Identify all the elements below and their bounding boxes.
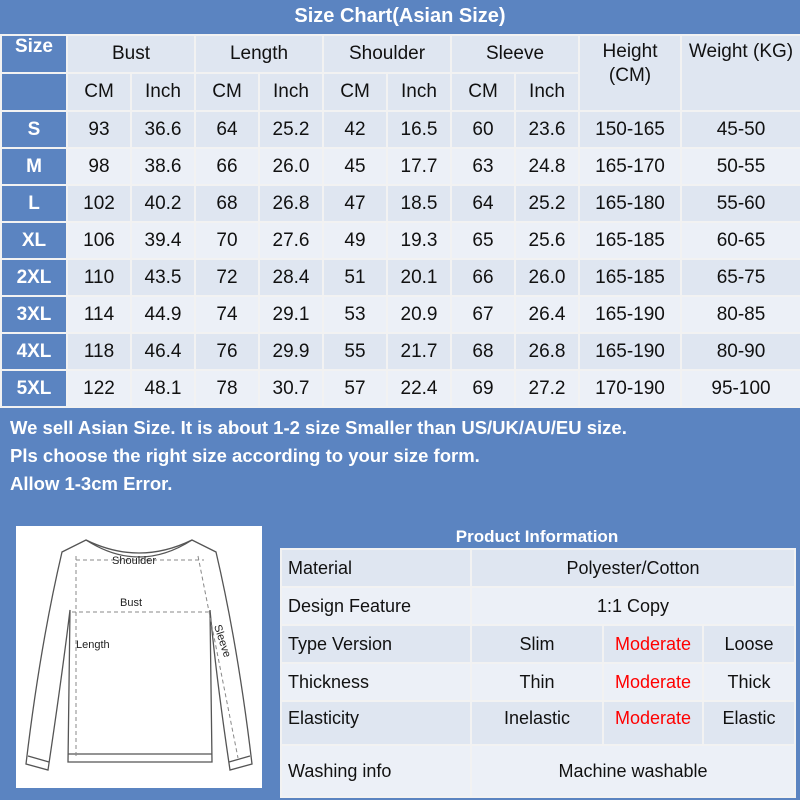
product-info-table <box>280 548 796 798</box>
size-cell: 64 <box>451 185 515 222</box>
size-cell: 46.4 <box>131 333 195 370</box>
size-cell: 17.7 <box>387 148 451 185</box>
sleeve-header: Sleeve <box>451 35 579 73</box>
size-cell: 170-190 <box>579 370 681 407</box>
unit-inch: Inch <box>515 73 579 111</box>
size-cell: 65 <box>451 222 515 259</box>
size-cell: 65-75 <box>681 259 800 296</box>
size-cell: 93 <box>67 111 131 148</box>
washing-label: Washing info <box>281 745 471 797</box>
size-cell: 47 <box>323 185 387 222</box>
size-cell: 26.0 <box>515 259 579 296</box>
size-cell: 30.7 <box>259 370 323 407</box>
unit-inch: Inch <box>387 73 451 111</box>
diagram-bust-label: Bust <box>120 597 143 609</box>
bust-header: Bust <box>67 35 195 73</box>
size-cell: 80-90 <box>681 333 800 370</box>
size-cell: 38.6 <box>131 148 195 185</box>
size-cell: 165-185 <box>579 222 681 259</box>
size-cell: 28.4 <box>259 259 323 296</box>
size-cell: 26.0 <box>259 148 323 185</box>
design-value: 1:1 Copy <box>471 587 795 625</box>
size-cell: 25.2 <box>515 185 579 222</box>
thickness-option-selected: Moderate <box>603 663 703 701</box>
size-cell: 60-65 <box>681 222 800 259</box>
size-row <box>1 148 800 185</box>
size-cell: 45-50 <box>681 111 800 148</box>
note-line: Allow 1-3cm Error. <box>10 473 173 494</box>
size-cell: 36.6 <box>131 111 195 148</box>
product-info-title: Product Information <box>455 527 619 546</box>
size-cell: 25.2 <box>259 111 323 148</box>
size-cell: 69 <box>451 370 515 407</box>
size-label: 4XL <box>1 333 67 370</box>
size-cell: 118 <box>67 333 131 370</box>
size-cell: 63 <box>451 148 515 185</box>
diagram-length-label: Length <box>76 639 110 651</box>
height-header <box>579 35 681 111</box>
size-cell: 76 <box>195 333 259 370</box>
material-value: Polyester/Cotton <box>471 549 795 587</box>
size-label: 5XL <box>1 370 67 407</box>
elasticity-option: Elastic <box>703 701 795 745</box>
size-cell: 27.2 <box>515 370 579 407</box>
size-cell: 165-190 <box>579 333 681 370</box>
size-row <box>1 333 800 370</box>
size-cell: 165-185 <box>579 259 681 296</box>
note-line: We sell Asian Size. It is about 1-2 size Smaller than US/UK/AU/EU size. <box>10 417 627 438</box>
height-header-text: Height (CM) <box>602 41 658 86</box>
size-cell: 20.9 <box>387 296 451 333</box>
size-cell: 78 <box>195 370 259 407</box>
size-cell: 21.7 <box>387 333 451 370</box>
size-cell: 150-165 <box>579 111 681 148</box>
size-cell: 43.5 <box>131 259 195 296</box>
size-cell: 29.9 <box>259 333 323 370</box>
size-cell: 53 <box>323 296 387 333</box>
unit-cm: CM <box>67 73 131 111</box>
size-label: L <box>1 185 67 222</box>
size-cell: 165-170 <box>579 148 681 185</box>
size-cell: 80-85 <box>681 296 800 333</box>
size-cell: 67 <box>451 296 515 333</box>
elasticity-option-selected: Moderate <box>603 701 703 745</box>
washing-value: Machine washable <box>471 745 795 797</box>
size-notes <box>10 414 790 498</box>
size-cell: 18.5 <box>387 185 451 222</box>
chart-title: Size Chart(Asian Size) <box>294 5 506 27</box>
size-row <box>1 370 800 407</box>
thickness-option: Thin <box>471 663 603 701</box>
size-cell: 23.6 <box>515 111 579 148</box>
size-cell: 72 <box>195 259 259 296</box>
size-cell: 55-60 <box>681 185 800 222</box>
size-cell: 26.8 <box>259 185 323 222</box>
size-header: Size <box>1 35 67 73</box>
size-row <box>1 222 800 259</box>
size-cell: 25.6 <box>515 222 579 259</box>
size-cell: 165-180 <box>579 185 681 222</box>
size-row <box>1 185 800 222</box>
size-cell: 40.2 <box>131 185 195 222</box>
size-cell: 48.1 <box>131 370 195 407</box>
size-cell: 16.5 <box>387 111 451 148</box>
type-label: Type Version <box>281 625 471 663</box>
unit-inch: Inch <box>131 73 195 111</box>
size-cell: 24.8 <box>515 148 579 185</box>
size-cell: 64 <box>195 111 259 148</box>
size-cell: 98 <box>67 148 131 185</box>
type-option: Slim <box>471 625 603 663</box>
size-cell: 57 <box>323 370 387 407</box>
size-cell: 66 <box>195 148 259 185</box>
diagram-shoulder-label: Shoulder <box>112 555 157 567</box>
material-label: Material <box>281 549 471 587</box>
size-cell: 68 <box>451 333 515 370</box>
size-label: 2XL <box>1 259 67 296</box>
weight-header-text: Weight (KG) <box>688 41 794 62</box>
size-label: XL <box>1 222 67 259</box>
size-cell: 20.1 <box>387 259 451 296</box>
size-cell: 51 <box>323 259 387 296</box>
size-cell: 110 <box>67 259 131 296</box>
size-cell: 114 <box>67 296 131 333</box>
size-cell: 66 <box>451 259 515 296</box>
size-cell: 39.4 <box>131 222 195 259</box>
size-cell: 106 <box>67 222 131 259</box>
elasticity-option: Inelastic <box>471 701 603 745</box>
elasticity-label: Elasticity <box>281 701 471 745</box>
size-cell: 122 <box>67 370 131 407</box>
size-cell: 45 <box>323 148 387 185</box>
unit-cm: CM <box>195 73 259 111</box>
design-label: Design Feature <box>281 587 471 625</box>
note-line: Pls choose the right size according to your size form. <box>10 445 480 466</box>
thickness-label: Thickness <box>281 663 471 701</box>
size-cell: 95-100 <box>681 370 800 407</box>
size-cell: 19.3 <box>387 222 451 259</box>
unit-inch: Inch <box>259 73 323 111</box>
size-cell: 102 <box>67 185 131 222</box>
size-cell: 26.4 <box>515 296 579 333</box>
size-label: M <box>1 148 67 185</box>
size-cell: 44.9 <box>131 296 195 333</box>
size-cell: 55 <box>323 333 387 370</box>
size-cell: 68 <box>195 185 259 222</box>
size-cell: 29.1 <box>259 296 323 333</box>
weight-header <box>681 35 800 111</box>
size-label: S <box>1 111 67 148</box>
size-row <box>1 259 800 296</box>
shoulder-header: Shoulder <box>323 35 451 73</box>
size-cell: 70 <box>195 222 259 259</box>
size-cell: 74 <box>195 296 259 333</box>
type-option: Loose <box>703 625 795 663</box>
size-cell: 165-190 <box>579 296 681 333</box>
type-option-selected: Moderate <box>603 625 703 663</box>
measurement-diagram <box>16 526 262 788</box>
size-cell: 49 <box>323 222 387 259</box>
size-cell: 26.8 <box>515 333 579 370</box>
unit-cm: CM <box>451 73 515 111</box>
size-header-spacer <box>1 73 67 111</box>
length-header: Length <box>195 35 323 73</box>
size-cell: 60 <box>451 111 515 148</box>
size-row <box>1 296 800 333</box>
size-row <box>1 111 800 148</box>
size-table <box>0 34 800 408</box>
size-cell: 42 <box>323 111 387 148</box>
diagram-sleeve-label: Sleeve <box>211 623 233 659</box>
unit-cm: CM <box>323 73 387 111</box>
sweatshirt-illustration <box>16 526 262 788</box>
size-cell: 50-55 <box>681 148 800 185</box>
size-label: 3XL <box>1 296 67 333</box>
thickness-option: Thick <box>703 663 795 701</box>
size-cell: 27.6 <box>259 222 323 259</box>
size-cell: 22.4 <box>387 370 451 407</box>
